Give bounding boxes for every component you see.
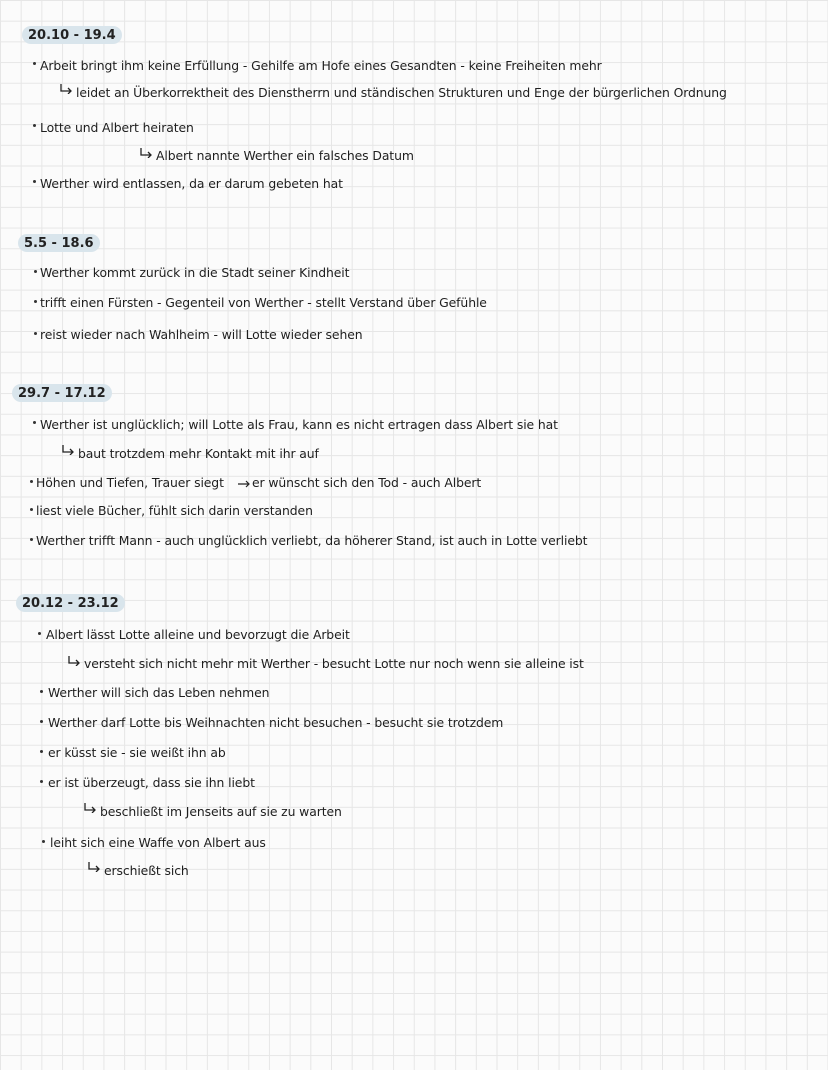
bullet-icon [34, 300, 37, 303]
note-line: Werther trifft Mann - auch unglücklich verliebt, da höherer Stand, ist auch in Lotte verliebt [36, 533, 588, 548]
note-line: Werther darf Lotte bis Weihnachten nicht besuchen - besucht sie trotzdem [48, 715, 504, 730]
bullet-icon [40, 690, 43, 693]
note-line: Albert lässt Lotte alleine und bevorzugt die Arbeit [46, 627, 350, 642]
arrow-icon [88, 862, 101, 872]
note-line: er wünscht sich den Tod - auch Albert [252, 475, 482, 490]
arrow-icon [62, 445, 75, 455]
note-line: er küsst sie - sie weißt ihn ab [48, 745, 226, 760]
arrow-icon [140, 148, 153, 158]
bullet-icon [38, 632, 41, 635]
section-date: 20.12 - 23.12 [16, 594, 125, 612]
arrow-icon [60, 84, 73, 94]
bullet-icon [40, 780, 43, 783]
bullet-icon [40, 750, 43, 753]
note-line: Albert nannte Werther ein falsches Datum [156, 148, 414, 163]
note-line: Werther wird entlassen, da er darum gebeten hat [40, 176, 343, 191]
bullet-icon [30, 538, 33, 541]
note-line: Lotte und Albert heiraten [40, 120, 194, 135]
bullet-icon [33, 62, 36, 65]
section-date: 5.5 - 18.6 [18, 234, 100, 252]
bullet-icon [42, 840, 45, 843]
bullet-icon [34, 332, 37, 335]
bullet-icon [34, 270, 37, 273]
bullet-icon [30, 480, 33, 483]
bullet-icon [40, 720, 43, 723]
bullet-icon [33, 124, 36, 127]
note-line: Werther kommt zurück in die Stadt seiner Kindheit [40, 265, 350, 280]
note-line: beschließt im Jenseits auf sie zu warten [100, 804, 342, 819]
note-line: Höhen und Tiefen, Trauer siegt [36, 475, 224, 490]
note-line: Werther will sich das Leben nehmen [48, 685, 270, 700]
note-line: leiht sich eine Waffe von Albert aus [50, 835, 266, 850]
bullet-icon [33, 180, 36, 183]
arrow-icon [84, 803, 97, 813]
note-line: Arbeit bringt ihm keine Erfüllung - Gehilfe am Hofe eines Gesandten - keine Freiheiten mehr [40, 58, 602, 73]
bullet-icon [30, 508, 33, 511]
note-line: liest viele Bücher, fühlt sich darin verstanden [36, 503, 313, 518]
note-line: reist wieder nach Wahlheim - will Lotte wieder sehen [40, 327, 363, 342]
section-date: 20.10 - 19.4 [22, 26, 122, 44]
arrow-icon [68, 656, 81, 666]
note-line: baut trotzdem mehr Kontakt mit ihr auf [78, 446, 319, 461]
note-line: Werther ist unglücklich; will Lotte als Frau, kann es nicht ertragen dass Albert sie hat [40, 417, 558, 432]
section-date: 29.7 - 17.12 [12, 384, 112, 402]
bullet-icon [33, 421, 36, 424]
note-line: erschießt sich [104, 863, 189, 878]
note-line: trifft einen Fürsten - Gegenteil von Werther - stellt Verstand über Gefühle [40, 295, 487, 310]
note-line: versteht sich nicht mehr mit Werther - besucht Lotte nur noch wenn sie alleine ist [84, 656, 584, 671]
note-line: er ist überzeugt, dass sie ihn liebt [48, 775, 255, 790]
arrow-right-icon [238, 479, 251, 489]
note-line: leidet an Überkorrektheit des Dienstherrn und ständischen Strukturen und Enge der bürgerlichen Ordnung [76, 85, 727, 100]
